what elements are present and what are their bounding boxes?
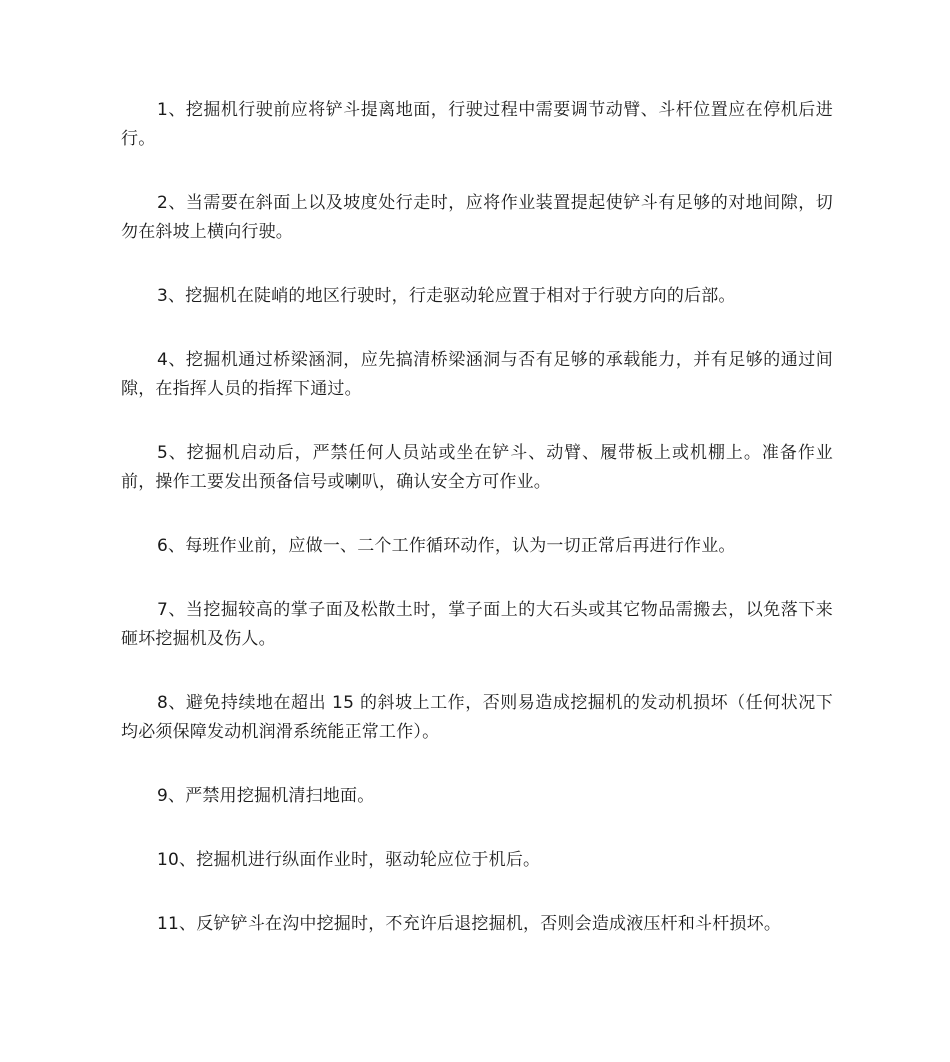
paragraph-7: 7、当挖掘较高的掌子面及松散土时，掌子面上的大石头或其它物品需搬去，以免落下来砸坏挖掘机及伤人。 [121, 600, 833, 649]
paragraph-5: 5、挖掘机启动后，严禁任何人员站或坐在铲斗、动臂、履带板上或机棚上。准备作业前，操作工要发出预备信号或喇叭，确认安全方可作业。 [121, 443, 833, 492]
paragraph-3: 3、挖掘机在陡峭的地区行驶时，行走驱动轮应置于相对于行驶方向的后部。 [157, 286, 736, 306]
paragraph-2: 2、当需要在斜面上以及坡度处行走时，应将作业装置提起使铲斗有足够的对地间隙，切勿在斜坡上横向行驶。 [121, 193, 833, 242]
paragraph-11: 11、反铲铲斗在沟中挖掘时，不充许后退挖掘机，否则会造成液压杆和斗杆损坏。 [157, 914, 782, 934]
document-body [121, 96, 833, 939]
paragraph-8: 8、避免持续地在超出 15 的斜坡上工作，否则易造成挖掘机的发动机损坏（任何状况下均必须保障发动机润滑系统能正常工作）。 [121, 693, 833, 742]
paragraph-9: 9、严禁用挖掘机清扫地面。 [157, 786, 375, 806]
paragraph-6: 6、每班作业前，应做一、二个工作循环动作，认为一切正常后再进行作业。 [157, 536, 736, 556]
paragraph-10: 10、挖掘机进行纵面作业时，驱动轮应位于机后。 [157, 850, 541, 870]
paragraph-1: 1、挖掘机行驶前应将铲斗提离地面，行驶过程中需要调节动臂、斗杆位置应在停机后进行。 [121, 100, 833, 149]
paragraph-4: 4、挖掘机通过桥梁涵洞，应先搞清桥梁涵洞与否有足够的承载能力，并有足够的通过间隙，在指挥人员的指挥下通过。 [121, 350, 833, 399]
